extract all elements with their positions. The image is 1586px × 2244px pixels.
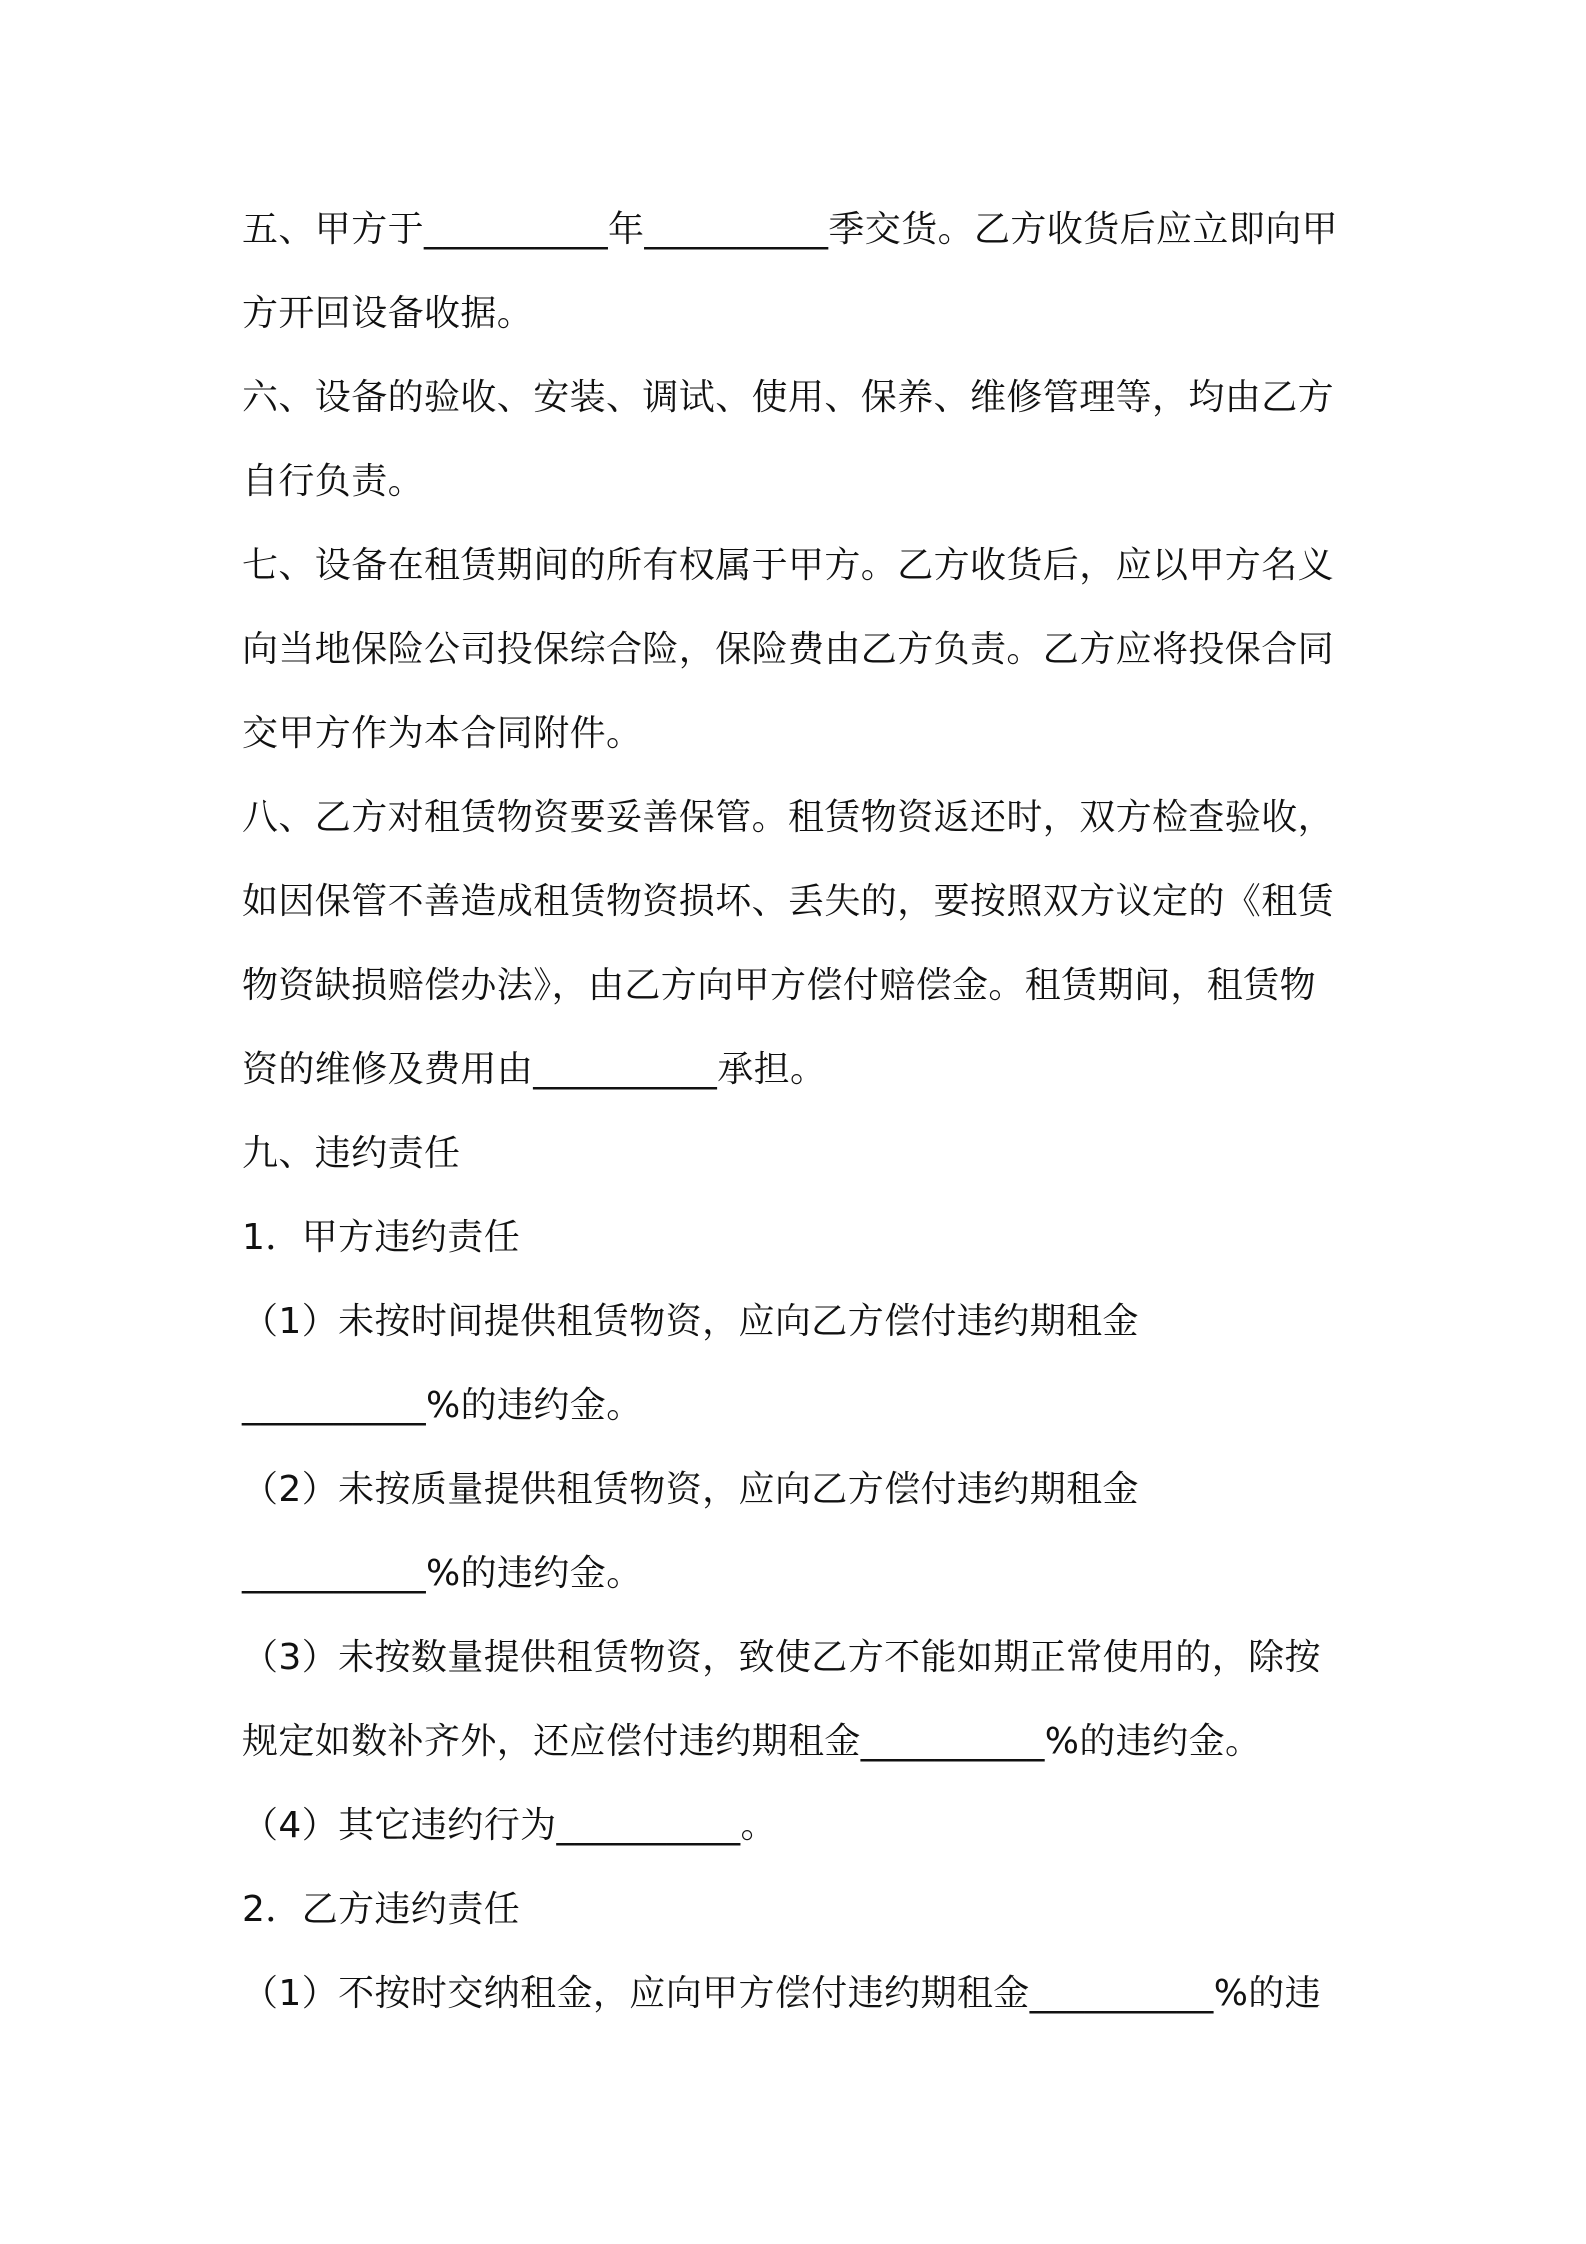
party-a-liability-heading: 1．甲方违约责任	[242, 1217, 521, 1258]
clause-7-line-3: 交甲方作为本合同附件。	[242, 713, 643, 754]
clause-9-heading: 九、违约责任	[242, 1133, 461, 1174]
clause-5-line-1: 五、甲方于__________年__________季交货。乙方收货后应立即向甲	[242, 209, 1339, 250]
party-a-item-3-line-2: 规定如数补齐外，还应偿付违约期租金__________%的违约金。	[242, 1721, 1262, 1762]
party-a-item-1-line-1: （1）未按时间提供租赁物资，应向乙方偿付违约期租金	[242, 1301, 1139, 1342]
party-a-item-3-line-1: （3）未按数量提供租赁物资，致使乙方不能如期正常使用的，除按	[242, 1637, 1321, 1678]
party-a-item-2-line-2: __________%的违约金。	[242, 1553, 643, 1594]
party-b-liability-heading: 2．乙方违约责任	[242, 1889, 521, 1930]
clause-8-line-2: 如因保管不善造成租赁物资损坏、丢失的，要按照双方议定的《租赁	[242, 881, 1335, 922]
party-b-item-1-line-1: （1）不按时交纳租金，应向甲方偿付违约期租金__________%的违	[242, 1973, 1322, 2014]
clause-8-line-3: 物资缺损赔偿办法》，由乙方向甲方偿付赔偿金。租赁期间，租赁物	[242, 965, 1317, 1006]
party-a-item-4: （4）其它违约行为__________。	[242, 1805, 777, 1846]
clause-8-line-1: 八、乙方对租赁物资要妥善保管。租赁物资返还时，双方检查验收，	[242, 797, 1335, 838]
clause-8-line-4: 资的维修及费用由__________承担。	[242, 1049, 827, 1090]
clause-6-line-2: 自行负责。	[242, 461, 425, 502]
clause-6-line-1: 六、设备的验收、安装、调试、使用、保养、维修管理等，均由乙方	[242, 377, 1335, 418]
clause-7-line-2: 向当地保险公司投保综合险，保险费由乙方负责。乙方应将投保合同	[242, 629, 1335, 670]
party-a-item-2-line-1: （2）未按质量提供租赁物资，应向乙方偿付违约期租金	[242, 1469, 1139, 1510]
clause-7-line-1: 七、设备在租赁期间的所有权属于甲方。乙方收货后，应以甲方名义	[242, 545, 1335, 586]
clause-5-line-2: 方开回设备收据。	[242, 293, 534, 334]
party-a-item-1-line-2: __________%的违约金。	[242, 1385, 643, 1426]
